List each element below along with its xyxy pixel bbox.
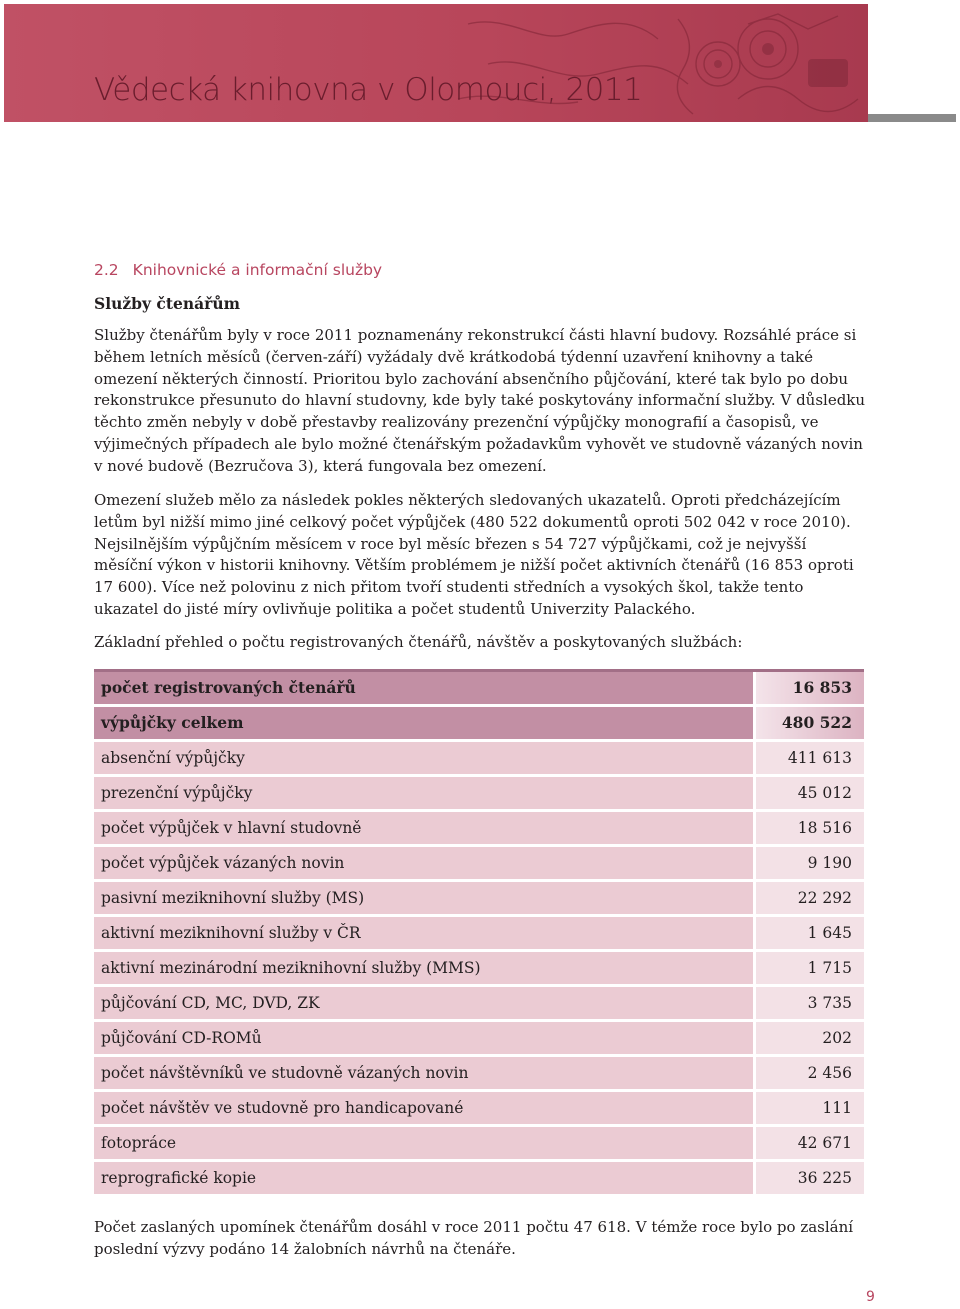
table-row (94, 882, 864, 914)
table-row (94, 1022, 864, 1054)
table-cell-label: fotopráce (94, 1127, 753, 1159)
header-stripe (868, 114, 956, 122)
table-cell-label: aktivní meziknihovní služby v ČR (94, 917, 753, 949)
table-cell-value: 9 190 (756, 847, 864, 879)
paragraph-closing: Počet zaslaných upomínek čtenářům dosáhl v roce 2011 počtu 47 618. V témže roce bylo po zaslání poslední výzvy podáno 14 žalobních návrhů na čtenáře. (94, 1218, 854, 1258)
table-cell-label: půjčování CD-ROMů (94, 1022, 753, 1054)
table-cell-label: prezenční výpůjčky (94, 777, 753, 809)
table-cell-label: počet návštěvníků ve studovně vázaných novin (94, 1057, 753, 1089)
table-cell-value: 36 225 (756, 1162, 864, 1194)
table-cell-label: počet výpůjček vázaných novin (94, 847, 753, 879)
table-cell-value: 1 645 (756, 917, 864, 949)
table-cell-value: 42 671 (756, 1127, 864, 1159)
table-row (94, 707, 864, 739)
table-cell-value: 16 853 (756, 672, 864, 704)
table-cell-label: pasivní meziknihovní služby (MS) (94, 882, 753, 914)
table-row (94, 1162, 864, 1194)
section-number: 2.2 (94, 261, 119, 279)
table-row (94, 952, 864, 984)
subsection-title: Služby čtenářům (94, 294, 241, 313)
table-cell-value: 411 613 (756, 742, 864, 774)
table-cell-value: 111 (756, 1092, 864, 1124)
header-banner (4, 4, 868, 122)
table-cell-label: absenční výpůjčky (94, 742, 753, 774)
section-heading (94, 261, 382, 279)
page-number: 9 (866, 1289, 875, 1305)
table-row (94, 987, 864, 1019)
table-cell-label: půjčování CD, MC, DVD, ZK (94, 987, 753, 1019)
table-row (94, 1127, 864, 1159)
table-row (94, 672, 864, 704)
table-row (94, 742, 864, 774)
table-cell-value: 22 292 (756, 882, 864, 914)
table-cell-value: 1 715 (756, 952, 864, 984)
section-title: Knihovnické a informační služby (132, 261, 383, 279)
table-row (94, 1057, 864, 1089)
table-cell-value: 202 (756, 1022, 864, 1054)
table-row (94, 812, 864, 844)
table-cell-label: aktivní mezinárodní meziknihovní služby (MMS) (94, 952, 753, 984)
table-row (94, 847, 864, 879)
table-cell-label: reprografické kopie (94, 1162, 753, 1194)
table-row (94, 917, 864, 949)
table-cell-label: počet registrovaných čtenářů (94, 672, 753, 704)
table-row (94, 1092, 864, 1124)
table-cell-label: výpůjčky celkem (94, 707, 753, 739)
table-cell-label: počet výpůjček v hlavní studovně (94, 812, 753, 844)
table-row (94, 777, 864, 809)
table-cell-label: počet návštěv ve studovně pro handicapované (94, 1092, 753, 1124)
table-cell-value: 18 516 (756, 812, 864, 844)
table-cell-value: 3 735 (756, 987, 864, 1019)
paragraph-intro: Služby čtenářům byly v roce 2011 poznamenány rekonstrukcí části hlavní budovy. Rozsáhlé práce si během letních měsíců (červen-září) vyžádaly dvě krátkodobá týdenní uzavření knihovny a také omezení některých činností. Prioritou bylo zachování absenčního půjčování, které tak bylo po dobu rekonstrukce přesunuto do hlavní studovny, kde byly také poskytovány informační služby. V důsledku těchto změn nebyly v době přestavby realizovány prezenční výpůjčky monografií a časopisů, ve výjimečných případech ale bylo možné čtenářským požadavkům vyhovět ve studovně vázaných novin v nové budově (Bezručova 3), která fungovala bez omezení. (94, 326, 866, 475)
statistics-table (94, 669, 864, 1194)
table-cell-value: 2 456 (756, 1057, 864, 1089)
table-cell-value: 480 522 (756, 707, 864, 739)
paragraph-table-intro: Základní přehled o počtu registrovaných čtenářů, návštěv a poskytovaných službách: (94, 633, 743, 651)
table-cell-value: 45 012 (756, 777, 864, 809)
paragraph-decline: Omezení služeb mělo za následek pokles některých sledovaných ukazatelů. Oproti předcházejícím letům byl nižší mimo jiné celkový počet výpůjček (480 522 dokumentů oproti 502 042 v roce 2010). Nejsilnějším výpůjčním měsícem v roce byl měsíc březen s 54 727 výpůjčkami, což je nejvyšší měsíční výkon v historii knihovny. Větším problémem je nižší počet aktivních čtenářů (16 853 oproti 17 600). Více než polovinu z nich přitom tvoří studenti středních a vysokých škol, takže tento ukazatel do jisté míry ovlivňuje politika a počet studentů Univerzity Palackého. (94, 491, 854, 618)
document-title: Vědecká knihovna v Olomouci, 2011 (94, 72, 643, 108)
